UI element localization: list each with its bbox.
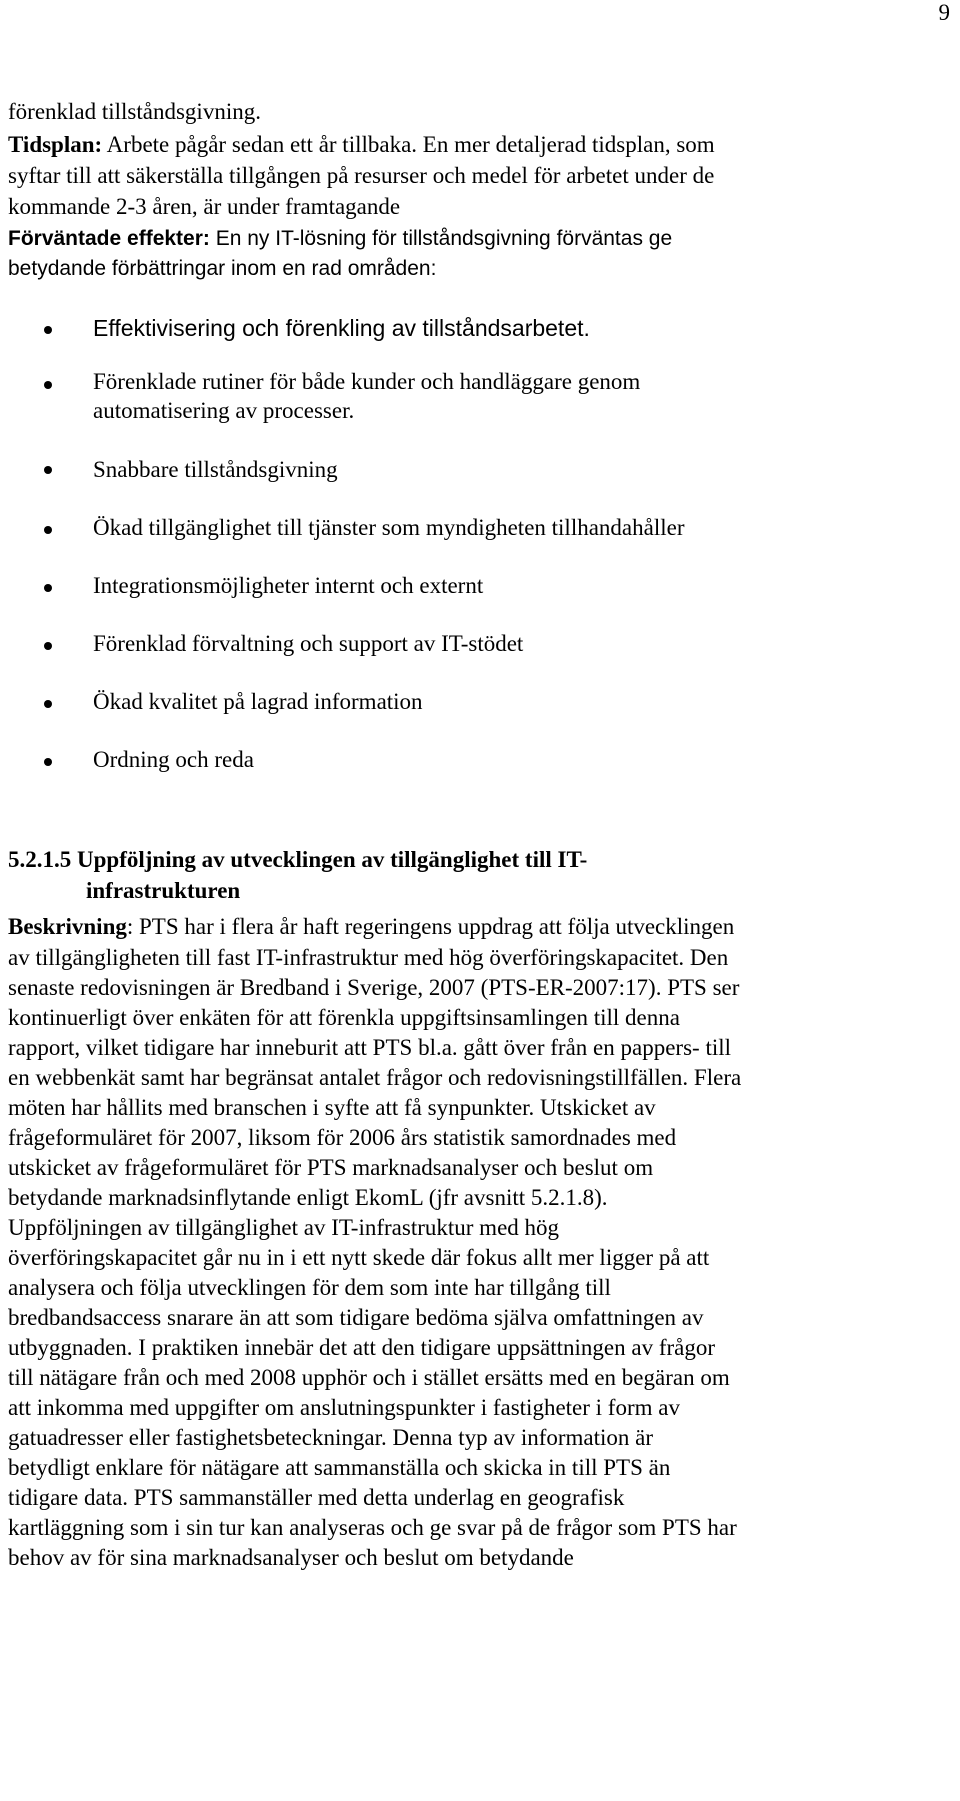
body-line: senaste redovisningen är Bredband i Sverige, 2007 (PTS-ER-2007:17). PTS ser [8, 975, 740, 1000]
body-line: analysera och följa utvecklingen för dem som inte har tillgång till [8, 1275, 611, 1300]
section-title-continued: infrastrukturen [86, 878, 241, 903]
list-item: Förenklade rutiner för både kunder och handläggare genom [93, 369, 641, 394]
body-text: : PTS har i flera år haft regeringens uppdrag att följa utvecklingen [126, 914, 735, 939]
body-line: till nätägare från och med 2008 upphör och i stället ersätts med en begäran om [8, 1365, 730, 1390]
body-line: bredbandsaccess snarare än att som tidigare bedöma själva omfattningen av [8, 1305, 704, 1330]
body-line: överföringskapacitet går nu in i ett nytt skede där fokus allt mer ligger på att [8, 1245, 710, 1270]
beskrivning-label: Beskrivning [8, 914, 127, 939]
body-line: betydande marknadsinflytande enligt EkomL (jfr avsnitt 5.2.1.8). [8, 1185, 608, 1210]
tidsplan-label: Tidsplan: [8, 132, 103, 157]
bullet-dot [44, 526, 52, 534]
body-line: utbyggnaden. I praktiken innebär det att den tidigare uppsättningen av frågor [8, 1335, 716, 1360]
list-item: Förenklad förvaltning och support av IT-stödet [93, 631, 524, 656]
body-line: behov av för sina marknadsanalyser och beslut om betydande [8, 1545, 574, 1570]
intro-line: kommande 2-3 åren, är under framtagande [8, 194, 401, 219]
list-item: Ordning och reda [93, 747, 254, 772]
section-title: Uppföljning av utvecklingen av tillgänglighet till IT- [71, 847, 588, 872]
bullet-dot [44, 466, 52, 474]
bullet-dot [44, 700, 52, 708]
tidsplan-line [8, 131, 715, 159]
bullet-dot [44, 381, 52, 389]
effekter-line [8, 225, 672, 253]
body-line: rapport, vilket tidigare har inneburit att PTS bl.a. gått över från en pappers- till [8, 1035, 732, 1060]
bullet-dot [44, 642, 52, 650]
body-line: frågeformuläret för 2007, liksom för 2006 års statistik samordnades med [8, 1125, 677, 1150]
body-line: kontinuerligt över enkäten för att förenkla uppgiftsinsamlingen till denna [8, 1005, 680, 1030]
list-item-continued: automatisering av processer. [93, 398, 355, 423]
body-line: tidigare data. PTS sammanställer med detta underlag en geografisk [8, 1485, 625, 1510]
intro-line: förenklad tillståndsgivning. [8, 99, 261, 124]
bullet-dot [44, 326, 52, 334]
effekter-text: En ny IT-lösning för tillståndsgivning förväntas ge [209, 227, 673, 250]
bullet-dot [44, 584, 52, 592]
section-heading [8, 846, 587, 874]
list-item: Ökad kvalitet på lagrad information [93, 689, 423, 714]
body-line: betydligt enklare för nätägare att sammanställa och skicka in till PTS än [8, 1455, 671, 1480]
list-item: Integrationsmöjligheter internt och externt [93, 573, 484, 598]
list-item: Effektivisering och förenkling av tillståndsarbetet. [93, 315, 590, 341]
list-item: Ökad tillgänglighet till tjänster som myndigheten tillhandahåller [93, 515, 685, 540]
body-line: en webbenkät samt har begränsat antalet frågor och redovisningstillfällen. Flera [8, 1065, 742, 1090]
intro-line: syftar till att säkerställa tillgången på resurser och medel för arbetet under de [8, 163, 715, 188]
intro-line: betydande förbättringar inom en rad områden: [8, 257, 437, 280]
body-line: utskicket av frågeformuläret för PTS marknadsanalyser och beslut om [8, 1155, 654, 1180]
body-line: kartläggning som i sin tur kan analyseras och ge svar på de frågor som PTS har [8, 1515, 737, 1540]
body-line: gatuadresser eller fastighetsbeteckningar. Denna typ av information är [8, 1425, 654, 1450]
body-line [8, 913, 734, 941]
effekter-label: Förväntade effekter: [8, 227, 210, 250]
body-line: Uppföljningen av tillgänglighet av IT-infrastruktur med hög [8, 1215, 560, 1240]
section-number: 5.2.1.5 [8, 847, 72, 872]
list-item: Snabbare tillståndsgivning [93, 457, 338, 482]
body-line: att inkomma med uppgifter om anslutningspunkter i fastigheter i form av [8, 1395, 680, 1420]
body-line: möten har hållits med branschen i syfte att få synpunkter. Utskicket av [8, 1095, 656, 1120]
page-number: 9 [938, 0, 950, 25]
tidsplan-text: Arbete pågår sedan ett år tillbaka. En mer detaljerad tidsplan, som [102, 132, 715, 157]
bullet-dot [44, 758, 52, 766]
body-line: av tillgängligheten till fast IT-infrastruktur med hög överföringskapacitet. Den [8, 945, 729, 970]
